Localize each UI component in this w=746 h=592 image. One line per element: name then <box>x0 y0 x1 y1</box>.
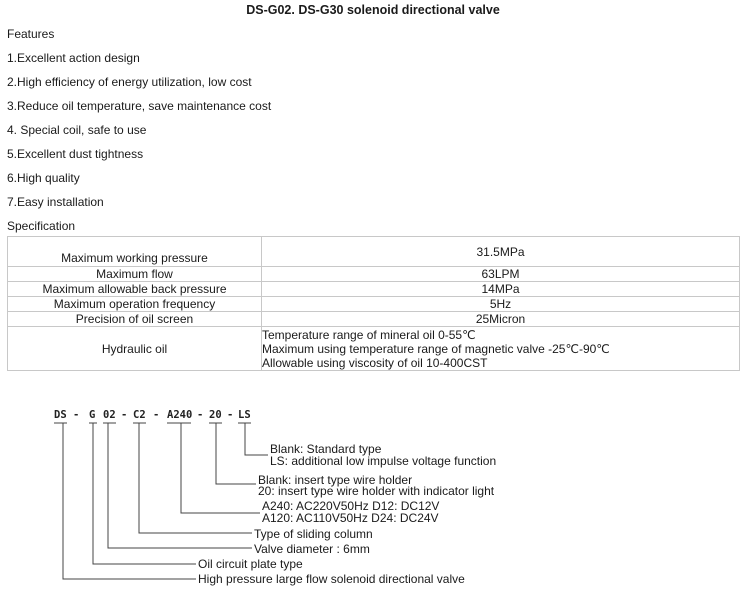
features-heading: Features <box>7 27 55 41</box>
hydraulic-line: Maximum using temperature range of magnetic valve -25℃-90℃ <box>262 341 610 356</box>
spec-value: 25Micron <box>262 312 740 327</box>
code-segment: 20 <box>209 409 222 421</box>
code-label: High pressure large flow solenoid directional valve <box>198 572 465 586</box>
code-label: A120: AC110V50Hz D24: DC24V <box>262 511 439 525</box>
code-segment: 02 <box>103 409 116 421</box>
code-label: Oil circuit plate type <box>198 557 303 571</box>
code-label: Type of sliding column <box>254 527 373 541</box>
spec-label: Hydraulic oil <box>8 327 262 371</box>
spec-value: 63LPM <box>262 267 740 282</box>
code-label: 20: insert type wire holder with indicator light <box>258 484 495 498</box>
code-segment: A240 <box>167 409 193 421</box>
feature-item: 6.High quality <box>7 171 80 185</box>
code-segment: G <box>89 409 96 421</box>
feature-item: 4. Special coil, safe to use <box>7 123 147 137</box>
code-label: Blank: Standard type <box>270 442 382 456</box>
code-label: LS: additional low impulse voltage function <box>270 454 497 468</box>
feature-item: 2.High efficiency of energy utilization, low cost <box>7 75 252 89</box>
code-segment: - <box>227 409 234 421</box>
spec-label: Maximum working pressure <box>8 237 262 267</box>
feature-item: 5.Excellent dust tightness <box>7 147 144 161</box>
spec-value: 14MPa <box>262 282 740 297</box>
code-segment: C2 <box>133 409 146 421</box>
code-segment: - <box>153 409 160 421</box>
code-segment: LS <box>238 409 251 421</box>
spec-label: Maximum flow <box>8 267 262 282</box>
spec-heading: Specification <box>7 219 76 233</box>
hydraulic-line: Temperature range of mineral oil 0-55℃ <box>262 327 476 342</box>
leader-lines <box>63 423 268 579</box>
spec-value: 31.5MPa <box>262 237 740 267</box>
hydraulic-line: Allowable using viscosity of oil 10-400CST <box>262 355 488 370</box>
spec-value: 5Hz <box>262 297 740 312</box>
page-title: DS-G02. DS-G30 solenoid directional valve <box>246 3 500 17</box>
code-segment: DS <box>54 409 67 421</box>
code-segment: - <box>73 409 80 421</box>
code-label: Valve diameter : 6mm <box>254 542 370 556</box>
code-label: A240: AC220V50Hz D12: DC12V <box>262 499 440 513</box>
feature-item: 3.Reduce oil temperature, save maintenance cost <box>7 99 272 113</box>
spec-label: Maximum operation frequency <box>8 297 262 312</box>
feature-item: 1.Excellent action design <box>7 51 140 65</box>
spec-label: Maximum allowable back pressure <box>8 282 262 297</box>
code-segment: - <box>197 409 204 421</box>
spec-label: Precision of oil screen <box>8 312 262 327</box>
code-segment: - <box>121 409 128 421</box>
code-label: Blank: insert type wire holder <box>258 473 413 487</box>
feature-item: 7.Easy installation <box>7 195 104 209</box>
